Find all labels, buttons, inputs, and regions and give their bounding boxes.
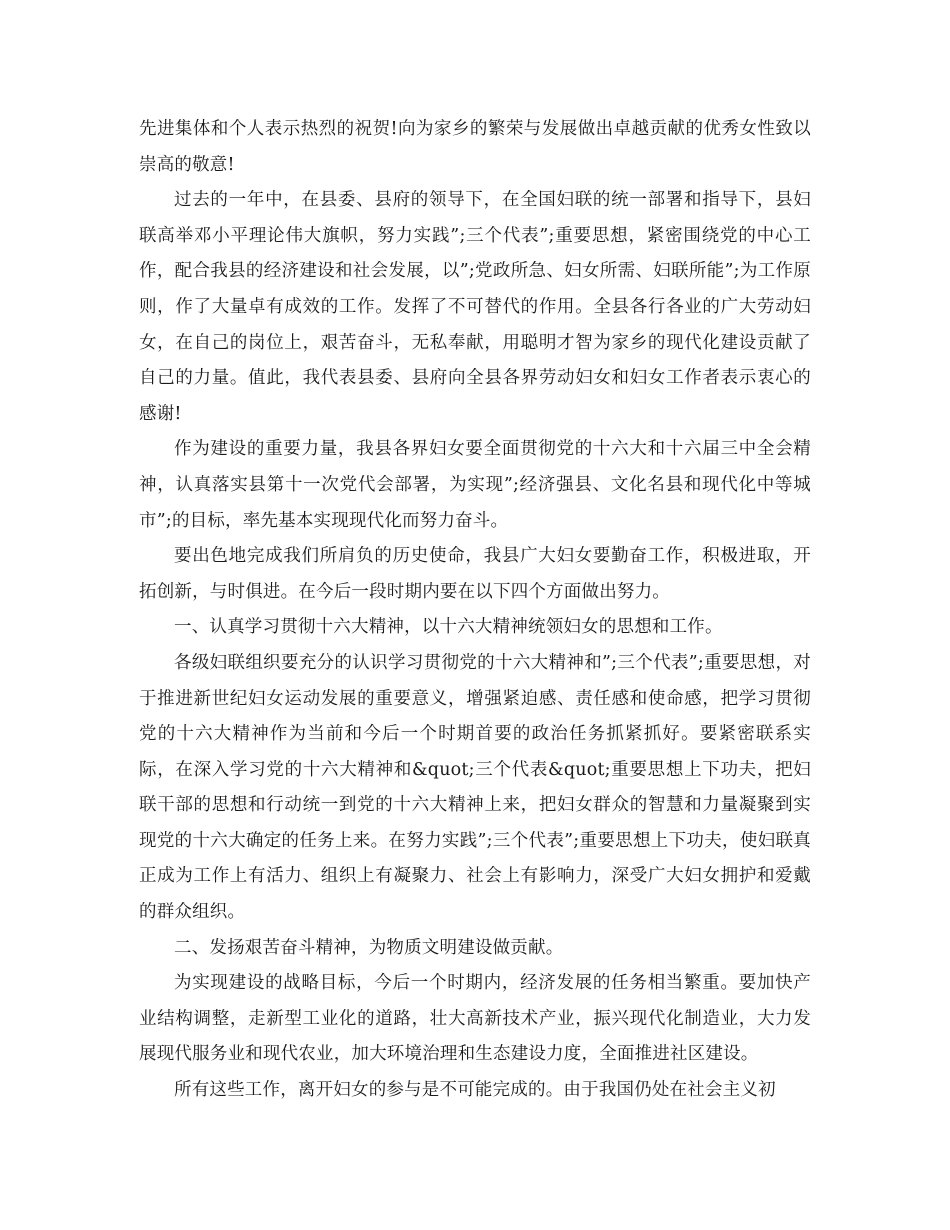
paragraph-mission: 要出色地完成我们所肩负的历史使命，我县广大妇女要勤奋工作，积极进取，开拓创新，与时俱进。在今后一段时期内要在以下四个方面做出努力。 [139, 546, 811, 602]
paragraph-continuation: 先进集体和个人表示热烈的祝贺!向为家乡的繁荣与发展做出卓越贡献的优秀女性致以崇高的敬意! [139, 119, 811, 175]
paragraph-economic-tasks: 为实现建设的战略目标，今后一个时期内，经济发展的任务相当繁重。要加快产业结构调整，走新型工业化的道路，壮大高新技术产业，振兴现代化制造业，大力发展现代服务业和现代农业，加大环境治理和生态建设力度，全面推进社区建设。 [139, 973, 811, 1065]
section-heading-two: 二、发扬艰苦奋斗精神，为物质文明建设做贡献。 [174, 937, 564, 958]
paragraph-study-spirit: 各级妇联组织要充分的认识学习贯彻党的十六大精神和”;三个代表”;重要思想，对于推进新世纪妇女运动发展的重要意义，增强紧迫感、责任感和使命感，把学习贯彻党的十六大精神作为当前和今后一个时期首要的政治任务抓紧抓好。要紧密联系实际，在深入学习党的十六大精神和&quot;三个代表&quot;重要思想上下功夫，把妇联干部的思想和行动统一到党的十六大精神上来，把妇女群众的智慧和力量凝聚到实现党的十六大确定的任务上来。在努力实践”;三个代表”;重要思想上下功夫，使妇联真正成为工作上有活力、组织上有凝聚力、社会上有影响力，深受广大妇女拥护和爱戴的群众组织。 [139, 652, 811, 923]
paragraph-women-participation: 所有这些工作，离开妇女的参与是不可能完成的。由于我国仍处在社会主义初 [174, 1080, 776, 1101]
document-body [139, 112, 811, 1109]
paragraph-goals: 作为建设的重要力量，我县各界妇女要全面贯彻党的十六大和十六届三中全会精神，认真落实县第十一次党代会部署，为实现”;经济强县、文化名县和现代化中等城市”;的目标，率先基本实现现代化而努力奋斗。 [139, 439, 811, 531]
paragraph-past-year-review: 过去的一年中，在县委、县府的领导下，在全国妇联的统一部署和指导下，县妇联高举邓小平理论伟大旗帜，努力实践”;三个代表”;重要思想，紧密围绕党的中心工作，配合我县的经济建设和社会发展，以”;党政所急、妇女所需、妇联所能”;为工作原则，作了大量卓有成效的工作。发挥了不可替代的作用。全县各行各业的广大劳动妇女，在自己的岗位上，艰苦奋斗，无私奉献，用聪明才智为家乡的现代化建设贡献了自己的力量。值此，我代表县委、县府向全县各界劳动妇女和妇女工作者表示衷心的感谢! [139, 190, 811, 424]
section-heading-one: 一、认真学习贯彻十六大精神，以十六大精神统领妇女的思想和工作。 [174, 617, 723, 638]
